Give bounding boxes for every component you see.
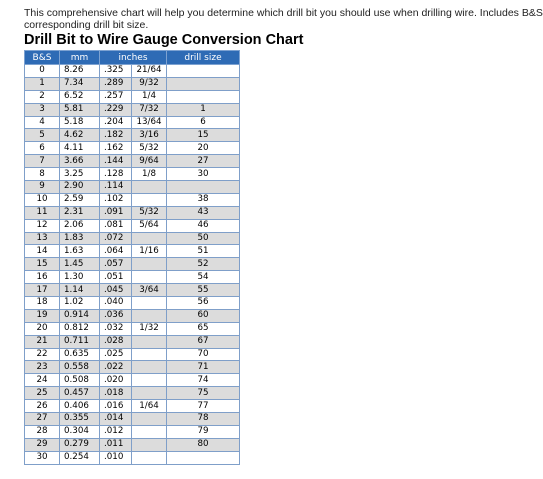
header-mm: mm — [60, 51, 100, 65]
cell-inches-fraction: 5/32 — [132, 206, 167, 219]
cell-mm: 2.90 — [60, 181, 100, 194]
cell-bs: 29 — [25, 438, 60, 451]
cell-inches-fraction — [132, 374, 167, 387]
cell-mm: 4.11 — [60, 142, 100, 155]
cell-bs: 6 — [25, 142, 60, 155]
cell-bs: 21 — [25, 335, 60, 348]
cell-mm: 2.59 — [60, 193, 100, 206]
table-row — [25, 413, 240, 426]
cell-inches-fraction: 1/16 — [132, 245, 167, 258]
cell-inches-decimal: .064 — [100, 245, 132, 258]
cell-inches-fraction: 1/4 — [132, 90, 167, 103]
cell-inches-fraction — [132, 425, 167, 438]
cell-mm: 0.812 — [60, 322, 100, 335]
cell-drill-size — [167, 65, 240, 78]
cell-inches-fraction — [132, 335, 167, 348]
cell-drill-size: 55 — [167, 284, 240, 297]
cell-inches-decimal: .204 — [100, 116, 132, 129]
cell-drill-size: 6 — [167, 116, 240, 129]
cell-bs: 1 — [25, 77, 60, 90]
cell-mm: 0.635 — [60, 348, 100, 361]
cell-drill-size: 1 — [167, 103, 240, 116]
cell-drill-size: 77 — [167, 400, 240, 413]
cell-bs: 5 — [25, 129, 60, 142]
header-bs: B&S — [25, 51, 60, 65]
cell-drill-size: 80 — [167, 438, 240, 451]
cell-mm: 5.81 — [60, 103, 100, 116]
cell-drill-size: 27 — [167, 155, 240, 168]
intro-line-2: corresponding drill bit size. — [24, 19, 149, 31]
cell-drill-size: 38 — [167, 193, 240, 206]
cell-bs: 28 — [25, 425, 60, 438]
cell-drill-size: 70 — [167, 348, 240, 361]
cell-inches-decimal: .025 — [100, 348, 132, 361]
table-row — [25, 309, 240, 322]
table-row — [25, 142, 240, 155]
cell-inches-fraction — [132, 348, 167, 361]
cell-mm: 2.06 — [60, 219, 100, 232]
cell-drill-size: 75 — [167, 387, 240, 400]
cell-inches-decimal: .128 — [100, 168, 132, 181]
cell-inches-fraction: 1/32 — [132, 322, 167, 335]
cell-mm: 0.558 — [60, 361, 100, 374]
table-row — [25, 155, 240, 168]
cell-drill-size: 56 — [167, 297, 240, 310]
cell-mm: 0.457 — [60, 387, 100, 400]
cell-mm: 2.31 — [60, 206, 100, 219]
cell-inches-fraction — [132, 438, 167, 451]
cell-mm: 1.45 — [60, 258, 100, 271]
table-row — [25, 77, 240, 90]
cell-mm: 1.83 — [60, 232, 100, 245]
cell-mm: 0.508 — [60, 374, 100, 387]
cell-mm: 1.02 — [60, 297, 100, 310]
cell-mm: 4.62 — [60, 129, 100, 142]
cell-inches-fraction: 9/64 — [132, 155, 167, 168]
cell-inches-fraction — [132, 309, 167, 322]
cell-inches-decimal: .014 — [100, 413, 132, 426]
cell-drill-size: 54 — [167, 271, 240, 284]
cell-drill-size — [167, 90, 240, 103]
cell-mm: 0.254 — [60, 451, 100, 464]
cell-inches-decimal: .057 — [100, 258, 132, 271]
table-row — [25, 232, 240, 245]
cell-drill-size — [167, 181, 240, 194]
cell-bs: 23 — [25, 361, 60, 374]
cell-drill-size: 15 — [167, 129, 240, 142]
table-row — [25, 322, 240, 335]
table-row — [25, 335, 240, 348]
cell-inches-fraction: 1/64 — [132, 400, 167, 413]
cell-inches-fraction — [132, 258, 167, 271]
table-row — [25, 206, 240, 219]
cell-inches-decimal: .020 — [100, 374, 132, 387]
cell-bs: 2 — [25, 90, 60, 103]
cell-bs: 18 — [25, 297, 60, 310]
cell-drill-size: 51 — [167, 245, 240, 258]
cell-bs: 12 — [25, 219, 60, 232]
cell-inches-decimal: .011 — [100, 438, 132, 451]
cell-inches-fraction: 13/64 — [132, 116, 167, 129]
table-row — [25, 129, 240, 142]
cell-inches-decimal: .081 — [100, 219, 132, 232]
cell-mm: 8.26 — [60, 65, 100, 78]
table-row — [25, 451, 240, 464]
cell-drill-size: 60 — [167, 309, 240, 322]
cell-inches-decimal: .018 — [100, 387, 132, 400]
cell-bs: 24 — [25, 374, 60, 387]
cell-inches-fraction — [132, 193, 167, 206]
cell-bs: 14 — [25, 245, 60, 258]
cell-drill-size: 20 — [167, 142, 240, 155]
cell-inches-decimal: .091 — [100, 206, 132, 219]
cell-bs: 26 — [25, 400, 60, 413]
cell-bs: 9 — [25, 181, 60, 194]
cell-drill-size: 50 — [167, 232, 240, 245]
cell-inches-fraction — [132, 181, 167, 194]
cell-drill-size: 43 — [167, 206, 240, 219]
cell-drill-size — [167, 451, 240, 464]
cell-inches-fraction — [132, 361, 167, 374]
page-title: Drill Bit to Wire Gauge Conversion Chart — [24, 32, 304, 48]
intro-line-1: This comprehensive chart will help you determine which drill bit you should use when drilling wire. Includes B&S — [24, 7, 543, 19]
cell-inches-decimal: .051 — [100, 271, 132, 284]
cell-bs: 19 — [25, 309, 60, 322]
cell-inches-decimal: .010 — [100, 451, 132, 464]
cell-mm: 1.30 — [60, 271, 100, 284]
cell-inches-decimal: .162 — [100, 142, 132, 155]
table-row — [25, 219, 240, 232]
cell-inches-fraction: 21/64 — [132, 65, 167, 78]
cell-inches-decimal: .144 — [100, 155, 132, 168]
cell-inches-decimal: .045 — [100, 284, 132, 297]
cell-bs: 30 — [25, 451, 60, 464]
header-inches: inches — [100, 51, 167, 65]
table-row — [25, 271, 240, 284]
cell-inches-fraction: 7/32 — [132, 103, 167, 116]
cell-inches-decimal: .028 — [100, 335, 132, 348]
cell-inches-fraction: 5/32 — [132, 142, 167, 155]
cell-inches-fraction: 1/8 — [132, 168, 167, 181]
cell-inches-fraction — [132, 297, 167, 310]
table-row — [25, 116, 240, 129]
cell-inches-fraction — [132, 271, 167, 284]
cell-drill-size: 74 — [167, 374, 240, 387]
table-row — [25, 245, 240, 258]
cell-mm: 5.18 — [60, 116, 100, 129]
cell-bs: 8 — [25, 168, 60, 181]
table-row — [25, 438, 240, 451]
cell-inches-fraction — [132, 387, 167, 400]
table-row — [25, 374, 240, 387]
cell-drill-size: 65 — [167, 322, 240, 335]
cell-drill-size: 52 — [167, 258, 240, 271]
cell-inches-decimal: .036 — [100, 309, 132, 322]
cell-mm: 0.711 — [60, 335, 100, 348]
table-row — [25, 425, 240, 438]
table-row — [25, 297, 240, 310]
cell-drill-size: 30 — [167, 168, 240, 181]
cell-drill-size: 79 — [167, 425, 240, 438]
table-row — [25, 284, 240, 297]
cell-inches-decimal: .016 — [100, 400, 132, 413]
cell-drill-size: 46 — [167, 219, 240, 232]
cell-mm: 0.355 — [60, 413, 100, 426]
cell-bs: 11 — [25, 206, 60, 219]
table-row — [25, 258, 240, 271]
cell-drill-size: 78 — [167, 413, 240, 426]
cell-bs: 15 — [25, 258, 60, 271]
cell-mm: 3.25 — [60, 168, 100, 181]
cell-bs: 13 — [25, 232, 60, 245]
cell-inches-decimal: .182 — [100, 129, 132, 142]
cell-drill-size: 67 — [167, 335, 240, 348]
cell-inches-decimal: .257 — [100, 90, 132, 103]
table-row — [25, 168, 240, 181]
cell-bs: 16 — [25, 271, 60, 284]
table-row — [25, 103, 240, 116]
cell-bs: 22 — [25, 348, 60, 361]
table-body — [25, 65, 240, 465]
cell-inches-fraction — [132, 232, 167, 245]
cell-mm: 0.279 — [60, 438, 100, 451]
cell-bs: 10 — [25, 193, 60, 206]
cell-bs: 17 — [25, 284, 60, 297]
table-header — [25, 51, 240, 65]
table-row — [25, 387, 240, 400]
table-row — [25, 348, 240, 361]
cell-inches-decimal: .102 — [100, 193, 132, 206]
header-drill-size: drill size — [167, 51, 240, 65]
cell-inches-decimal: .032 — [100, 322, 132, 335]
intro-paragraph — [24, 7, 543, 31]
table-row — [25, 65, 240, 78]
cell-drill-size — [167, 77, 240, 90]
cell-inches-decimal: .114 — [100, 181, 132, 194]
cell-mm: 0.406 — [60, 400, 100, 413]
table-row — [25, 361, 240, 374]
cell-bs: 4 — [25, 116, 60, 129]
cell-inches-fraction: 5/64 — [132, 219, 167, 232]
cell-bs: 7 — [25, 155, 60, 168]
cell-mm: 6.52 — [60, 90, 100, 103]
cell-drill-size: 71 — [167, 361, 240, 374]
cell-inches-decimal: .325 — [100, 65, 132, 78]
cell-mm: 3.66 — [60, 155, 100, 168]
cell-mm: 1.14 — [60, 284, 100, 297]
cell-mm: 0.304 — [60, 425, 100, 438]
table-row — [25, 193, 240, 206]
cell-inches-decimal: .289 — [100, 77, 132, 90]
conversion-table — [24, 50, 240, 465]
cell-inches-decimal: .012 — [100, 425, 132, 438]
table-row — [25, 181, 240, 194]
cell-bs: 27 — [25, 413, 60, 426]
cell-mm: 7.34 — [60, 77, 100, 90]
table-row — [25, 90, 240, 103]
cell-bs: 20 — [25, 322, 60, 335]
cell-inches-decimal: .022 — [100, 361, 132, 374]
cell-mm: 0.914 — [60, 309, 100, 322]
cell-bs: 25 — [25, 387, 60, 400]
cell-mm: 1.63 — [60, 245, 100, 258]
cell-bs: 0 — [25, 65, 60, 78]
cell-inches-fraction — [132, 413, 167, 426]
cell-inches-decimal: .040 — [100, 297, 132, 310]
cell-inches-decimal: .072 — [100, 232, 132, 245]
cell-inches-fraction — [132, 451, 167, 464]
cell-inches-decimal: .229 — [100, 103, 132, 116]
cell-inches-fraction: 3/64 — [132, 284, 167, 297]
cell-inches-fraction: 9/32 — [132, 77, 167, 90]
cell-bs: 3 — [25, 103, 60, 116]
cell-inches-fraction: 3/16 — [132, 129, 167, 142]
table-row — [25, 400, 240, 413]
